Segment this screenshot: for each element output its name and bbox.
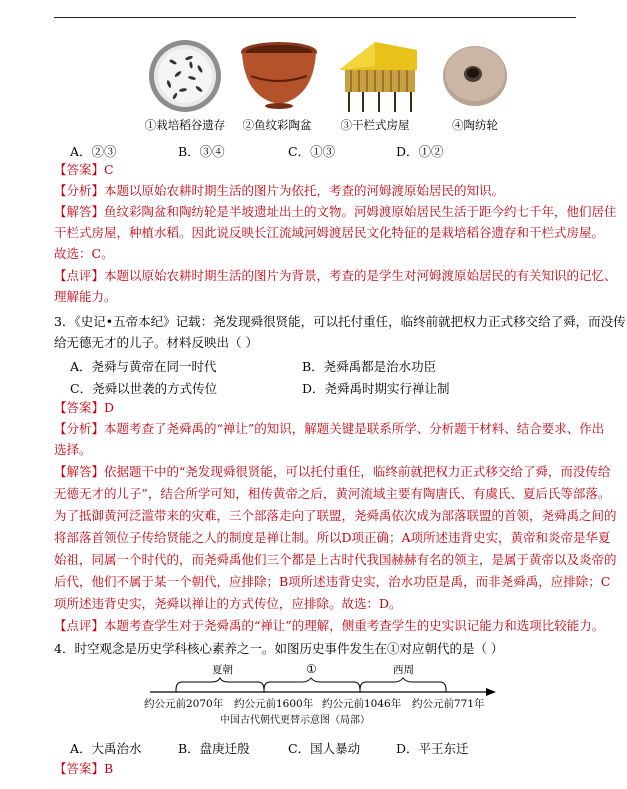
q3-option-d: D．尧舜禹时期实行禅让制	[302, 381, 450, 396]
q3-stem-line: 给无德无才的儿子。材料反映出（ ）	[54, 335, 258, 350]
pottery-spindle-whorl-image	[430, 36, 520, 134]
q3-explain-line: 始祖，同属一个时代的，而尧舜禹他们三个都是上古时代我国赫赫有名的领主，是属于黄帝以及炎帝的	[54, 552, 617, 567]
spindle-whorl-picture	[435, 36, 515, 114]
q3-explain-line: 无德无才的儿子”，结合所学可知，相传黄帝之后，黄河流域主要有陶唐氏、有虞氏、夏后氏等部落。	[54, 486, 611, 501]
q4-stem: 4．时空观念是历史学科核心素养之一。如图历史事件发生在①对应朝代的是（ ）	[54, 641, 504, 656]
q3-explain-line: 后代，他们不属于某一个朝代，应排除；B项所述违背史实，治水功臣是禹，而非尧舜禹，应排除；C	[54, 574, 611, 589]
q4-answer: 【答案】B	[54, 761, 114, 776]
timeline-label-xia: 夏朝	[212, 664, 233, 676]
q2-option-a: A．②③	[70, 144, 117, 159]
rice-remains-picture	[145, 36, 225, 116]
q3-explain-line: 为了抵御黄河泛滥带来的灾难，三个部落走向了联盟，尧舜禹依次成为部落联盟的首领，尧舜禹之间的	[54, 508, 617, 523]
rice-remains-image	[140, 36, 230, 134]
stilt-house-image	[330, 36, 420, 134]
header-rule	[54, 17, 576, 18]
q3-analysis-line: 【分析】本题考查了尧舜禹的“禅让”的知识，解题关键是联系所学、分析题干材料、结合要求、作出	[54, 421, 605, 436]
image-caption: ①栽培稻谷遗存	[144, 118, 226, 132]
image-caption: ③干栏式房屋	[340, 118, 410, 132]
q4-option-d: D．平王东迁	[396, 741, 469, 756]
timeline-label-western-zhou: 西周	[393, 664, 414, 676]
q2-analysis: 【分析】本题以原始农耕时期生活的图片为依托，考查的河姆渡原始居民的知识。	[54, 183, 505, 198]
timeline-date: 约公元前1600年	[234, 698, 314, 710]
q3-explain-line: 将部落首领位子传给贤能之人的制度是禅让制。所以D项正确；A项所述违背史实，黄帝和炎帝是华夏	[54, 530, 611, 545]
image-caption: ④陶纺轮	[452, 118, 498, 132]
q2-comment-line: 理解能力。	[54, 289, 117, 304]
image-caption: ②鱼纹彩陶盆	[242, 118, 312, 132]
q4-option-a: A．大禹治水	[70, 741, 142, 756]
timeline-date: 约公元前771年	[412, 698, 485, 710]
dynasty-timeline-figure	[144, 662, 500, 726]
timeline-date: 约公元前1046年	[322, 698, 402, 710]
q4-option-c: C．国人暴动	[288, 741, 361, 756]
question-image-row	[140, 36, 530, 134]
q3-answer: 【答案】D	[54, 400, 115, 415]
q3-explain-line: 【解答】依据题干中的“尧发现舜很贤能，可以托付重任，临终前就把权力正式移交给了舜，而没传给	[54, 464, 611, 479]
stilt-house-picture	[335, 36, 421, 116]
q3-option-a: A．尧舜与黄帝在同一时代	[70, 359, 217, 374]
q3-analysis-line: 选择。	[54, 442, 92, 457]
q2-explain-line: 干栏式房屋，种植水稻。因此说反映长江流域河姆渡居民文化特征的是栽培稻谷遗存和干栏式房屋。	[54, 225, 605, 240]
q3-explain-line: 项所述违背史实，尧舜以禅让的方式传位，应排除。故选：D。	[54, 596, 402, 611]
q4-option-b: B．盘庚迁殷	[178, 741, 250, 756]
fish-pattern-basin-image	[232, 36, 322, 134]
q2-explain-line: 故选：C。	[54, 246, 114, 261]
q3-comment: 【点评】本题考查学生对于尧舜禹的“禅让”的理解，侧重考查学生的史实识记能力和选项比较能力。	[54, 618, 605, 633]
q2-option-d: D．①②	[396, 144, 444, 159]
q3-option-c: C．尧舜以世袭的方式传位	[70, 381, 218, 396]
q3-stem-line: 3．《史记•五帝本纪》记载：尧发现舜很贤能，可以托付重任，临终前就把权力正式移交给了舜，而没传	[54, 314, 626, 329]
q2-explain-line: 【解答】鱼纹彩陶盆和陶纺轮是半坡遗址出土的文物。河姆渡原始居民生活于距今约七千年，他们居住	[54, 204, 617, 219]
q2-answer: 【答案】C	[54, 162, 114, 177]
q2-comment-line: 【点评】本题以原始农耕时期生活的图片为背景，考查的是学生对河姆渡原始居民的有关知识的记忆、	[54, 268, 617, 283]
q2-option-c: C．①③	[288, 144, 336, 159]
q3-option-b: B．尧舜禹都是治水功臣	[302, 359, 437, 374]
timeline-label-circle-1: ①	[306, 662, 317, 676]
timeline-date: 约公元前2070年	[144, 698, 224, 710]
timeline-caption: 中国古代朝代更替示意图（局部）	[220, 715, 370, 726]
q2-option-b: B．③④	[178, 144, 225, 159]
fish-basin-picture	[237, 36, 321, 114]
